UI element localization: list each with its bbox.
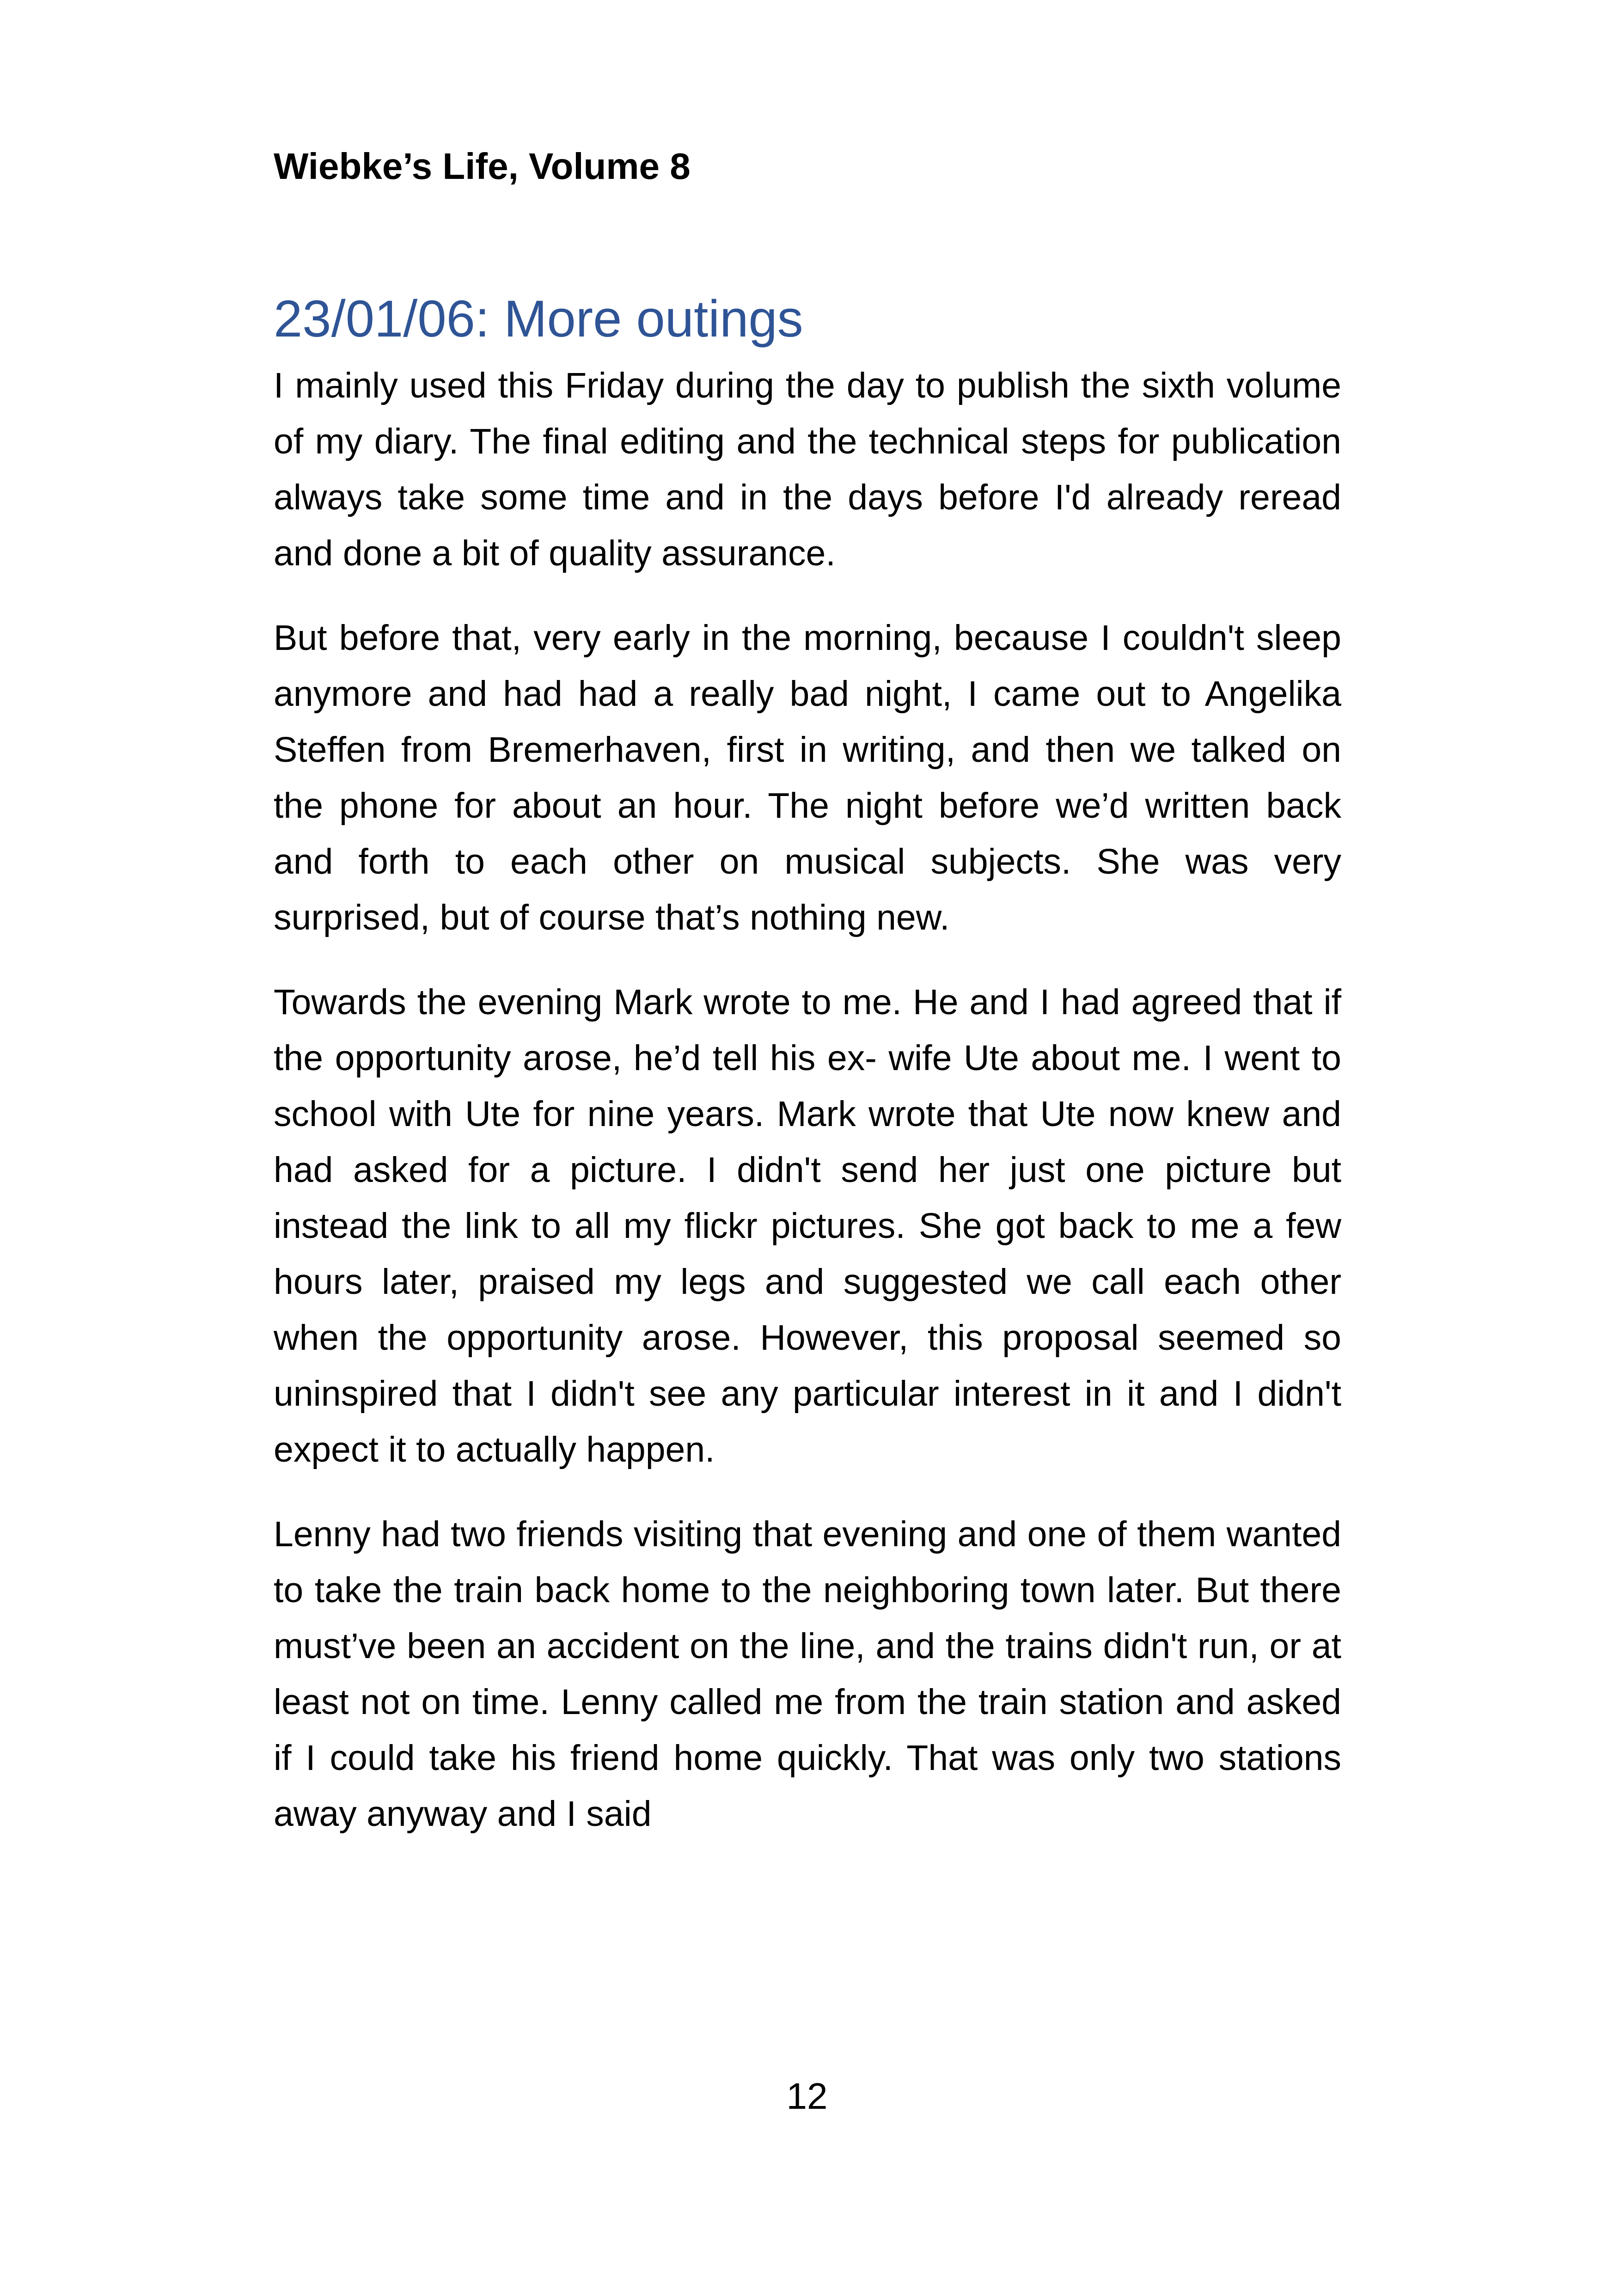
chapter-title: 23/01/06: More outings xyxy=(274,290,803,348)
running-header: Wiebke’s Life, Volume 8 xyxy=(274,146,691,187)
paragraph-1: I mainly used this Friday during the day to publish the sixth volume of my diary. The final editing and the technical steps for publication always take some time and in the days before I'd already reread and done a bit of quality assurance. xyxy=(274,366,1341,573)
paragraph-3: Towards the evening Mark wrote to me. He and I had agreed that if the opportunity arose, he’d tell his ex- wife Ute about me. I went to school with Ute for nine years. Mark wrote that Ute now knew and had asked for a picture. I didn't send her just one picture but instead the link to all my flickr pictures. She got back to me a few hours later, praised my legs and suggested we call each other when the opportunity arose. However, this proposal seemed so uninspired that I didn't see any particular interest in it and I didn't expect it to actually happen. xyxy=(274,982,1341,1469)
paragraph-4: Lenny had two friends visiting that evening and one of them wanted to take the train back home to the neighboring town later. But there must’ve been an accident on the line, and the trains didn't run, or at least not on time. Lenny called me from the train station and asked if I could take his friend home quickly. That was only two stations away anyway and I said xyxy=(274,1514,1341,1834)
paragraph-2: But before that, very early in the morning, because I couldn't sleep anymore and had had a really bad night, I came out to Angelika Steffen from Bremerhaven, first in writing, and then we talked on the phone for about an hour. The night before we’d written back and forth to each other on musical subjects. She was very surprised, but of course that’s nothing new. xyxy=(274,618,1341,937)
chapter-body xyxy=(274,282,1341,1842)
page-number: 12 xyxy=(786,2076,828,2117)
